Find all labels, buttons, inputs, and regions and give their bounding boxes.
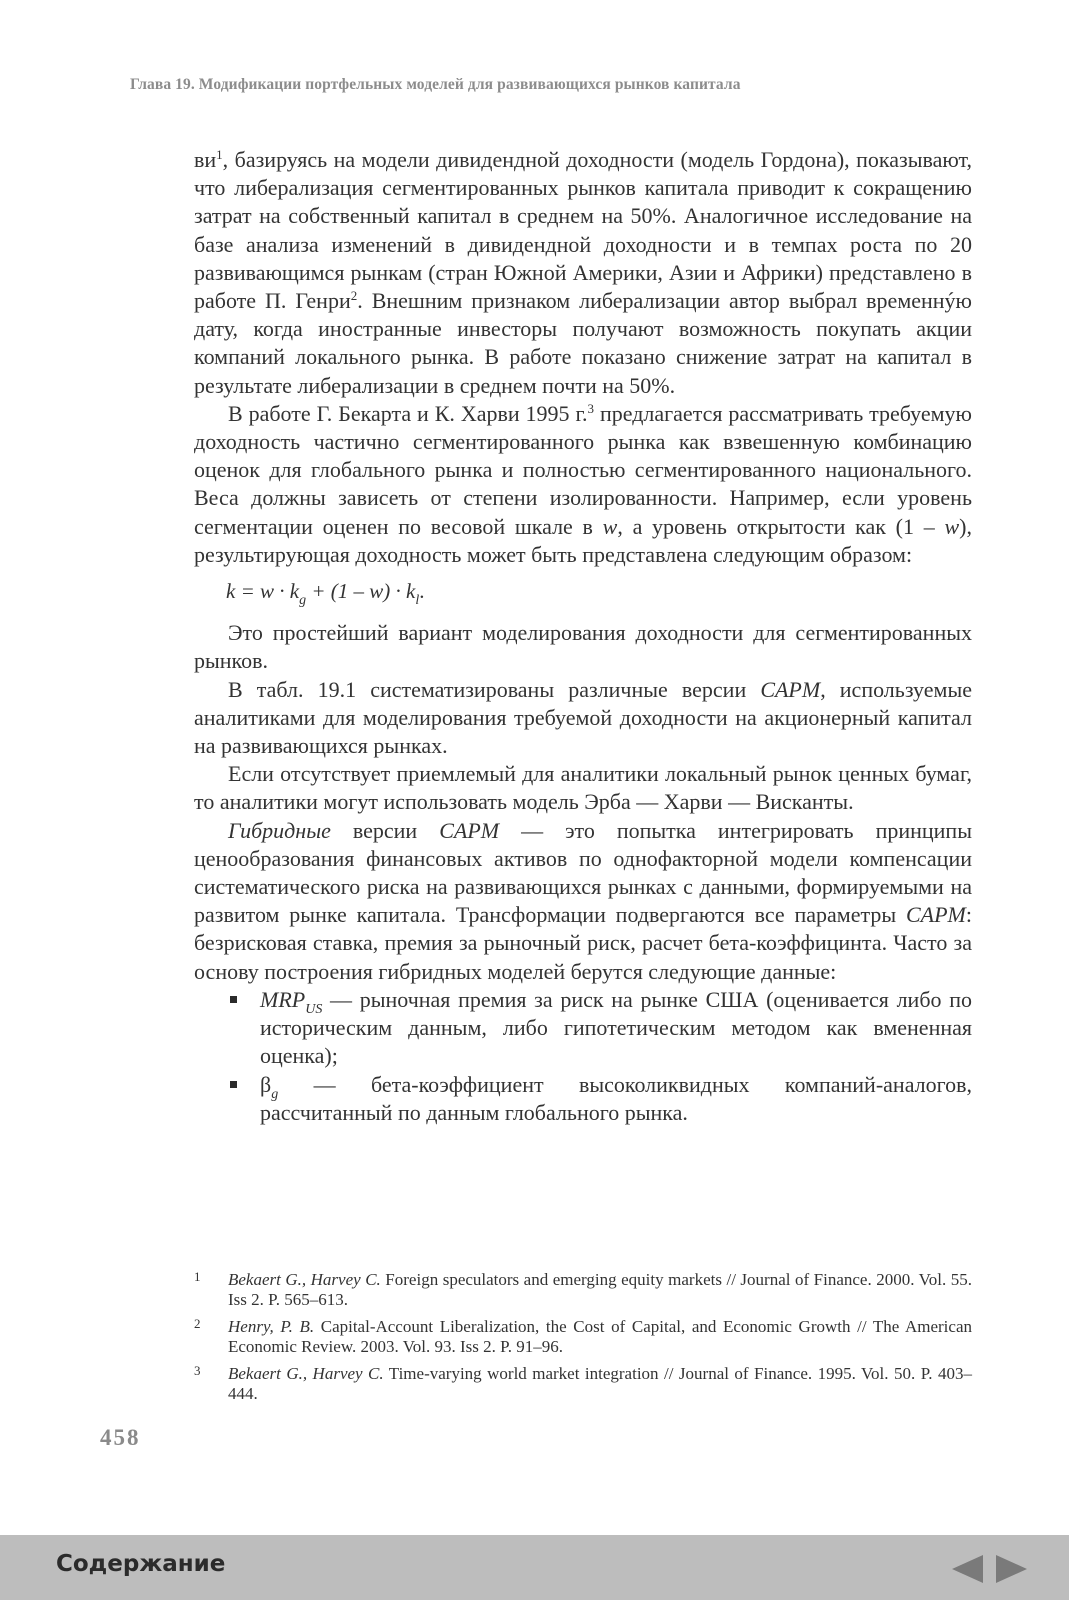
bullet-item-mrp: $MRP_{US}$ — рыночная премия за риск на рынке США (оценивается либо по историческим данным, либо гипотетическим методом как вмененная оценка); <box>194 986 972 1071</box>
page-number: 458 <box>100 1425 141 1450</box>
footnote-number: 2 <box>194 1316 201 1331</box>
footnote-ref-3: 3 <box>587 400 595 416</box>
arrow-right-icon[interactable] <box>995 1553 1029 1585</box>
paragraph-3: Это простейший вариант моделирования доходности для сегментированных рынков. <box>194 620 972 674</box>
running-head: Глава 19. Модификации портфельных моделей для развивающихся рынков капитала <box>130 76 741 93</box>
footnote-3: 3 Bekaert G., Harvey C. Time-varying world market integration // Journal of Finance. 1995. Vol. 50. P. 403–444. <box>194 1363 972 1403</box>
footnotes <box>194 1270 972 1411</box>
bullet-list <box>194 986 972 1127</box>
paragraph-4: В табл. 19.1 систематизированы различные версии CAPM, используемые аналитиками для моделирования требуемой доходности на акционерный капитал на развивающихся рынках. <box>194 676 972 759</box>
bullet-square-icon <box>230 1081 237 1088</box>
footnote-2: 2 Henry, P. B. Capital-Account Liberalization, the Cost of Capital, and Economic Growth // The American Economic Review. 2003. Vol. 93. Iss 2. P. 91–96. <box>194 1316 972 1356</box>
paragraph-2: В работе Г. Бекарта и К. Харви 1995 г.$^3$ предлагается рассматривать требуемую доходность частично сегментированного рынка как взвешенную комбинацию оценок для глобального рынка и полностью сегментированного национального. Веса должны зависеть от степени изолированности. Например, если уровень сегментации оценен по весовой шкале в w, а уровень открытости как (1 – w), результирующая доходность может быть представлена следующим образом: <box>194 400 972 567</box>
bullet-square-icon <box>230 996 237 1003</box>
arrow-left-icon[interactable] <box>950 1553 984 1585</box>
navigation-bar <box>0 1535 1069 1600</box>
paragraph-1: $ви^1$, базируясь на модели дивидендной доходности (модель Гордона), показывают, что либерализация сегментированных рынков капитала приводит к сокращению затрат на собственный капитал в среднем на 50%. Аналогичное исследование на базе анализа изменений в дивидендной доходности и в темпах роста по 20 развивающимся рынкам (стран Южной Америки, Азии и Африки) представлено в работе П. Генри$^2$. Внешним признаком либерализации автор выбрал временнýю дату, когда иностранные инвесторы получают возможность покупать акции компаний локального рынка. В работе показано снижение затрат на капитал в результате либерализации в среднем почти на 50%. <box>194 147 972 398</box>
paragraph-5: Если отсутствует приемлемый для аналитики локальный рынок ценных бумаг, то аналитики могут использовать модель Эрба — Харви — Висканты. <box>194 761 972 815</box>
formula: $k = w \cdot k_g + (1 - w) \cdot k_l$. <box>226 579 425 609</box>
footnote-1: 1 Bekaert G., Harvey C. Foreign speculators and emerging equity markets // Journal of Finance. 2000. Vol. 55. Iss 2. P. 565–613. <box>194 1269 972 1309</box>
table-of-contents-link[interactable]: Содержание <box>56 1551 226 1577</box>
bullet-item-beta: $\beta_g$ — бета-коэффициент высоколиквидных компаний-аналогов, рассчитанный по данным глобального рынка. <box>194 1071 972 1127</box>
paragraph-6: Гибридные версии CAPM — это попытка интегрировать принципы ценообразования финансовых активов по однофакторной модели компенсации систематического риска на развивающихся рынках с данными, формируемыми на развитом рынке капитала. Трансформации подвергаются все параметры CAPM: безрисковая ставка, премия за рыночный риск, расчет бета-коэффицинта. Часто за основу построения гибридных моделей берутся следующие данные: <box>194 817 972 984</box>
footnote-ref-2: 2 <box>350 288 358 304</box>
footnote-ref-1: 1 <box>216 147 223 162</box>
footnote-number: 3 <box>194 1363 201 1378</box>
main-text <box>194 146 972 1127</box>
footnote-number: 1 <box>194 1269 201 1284</box>
